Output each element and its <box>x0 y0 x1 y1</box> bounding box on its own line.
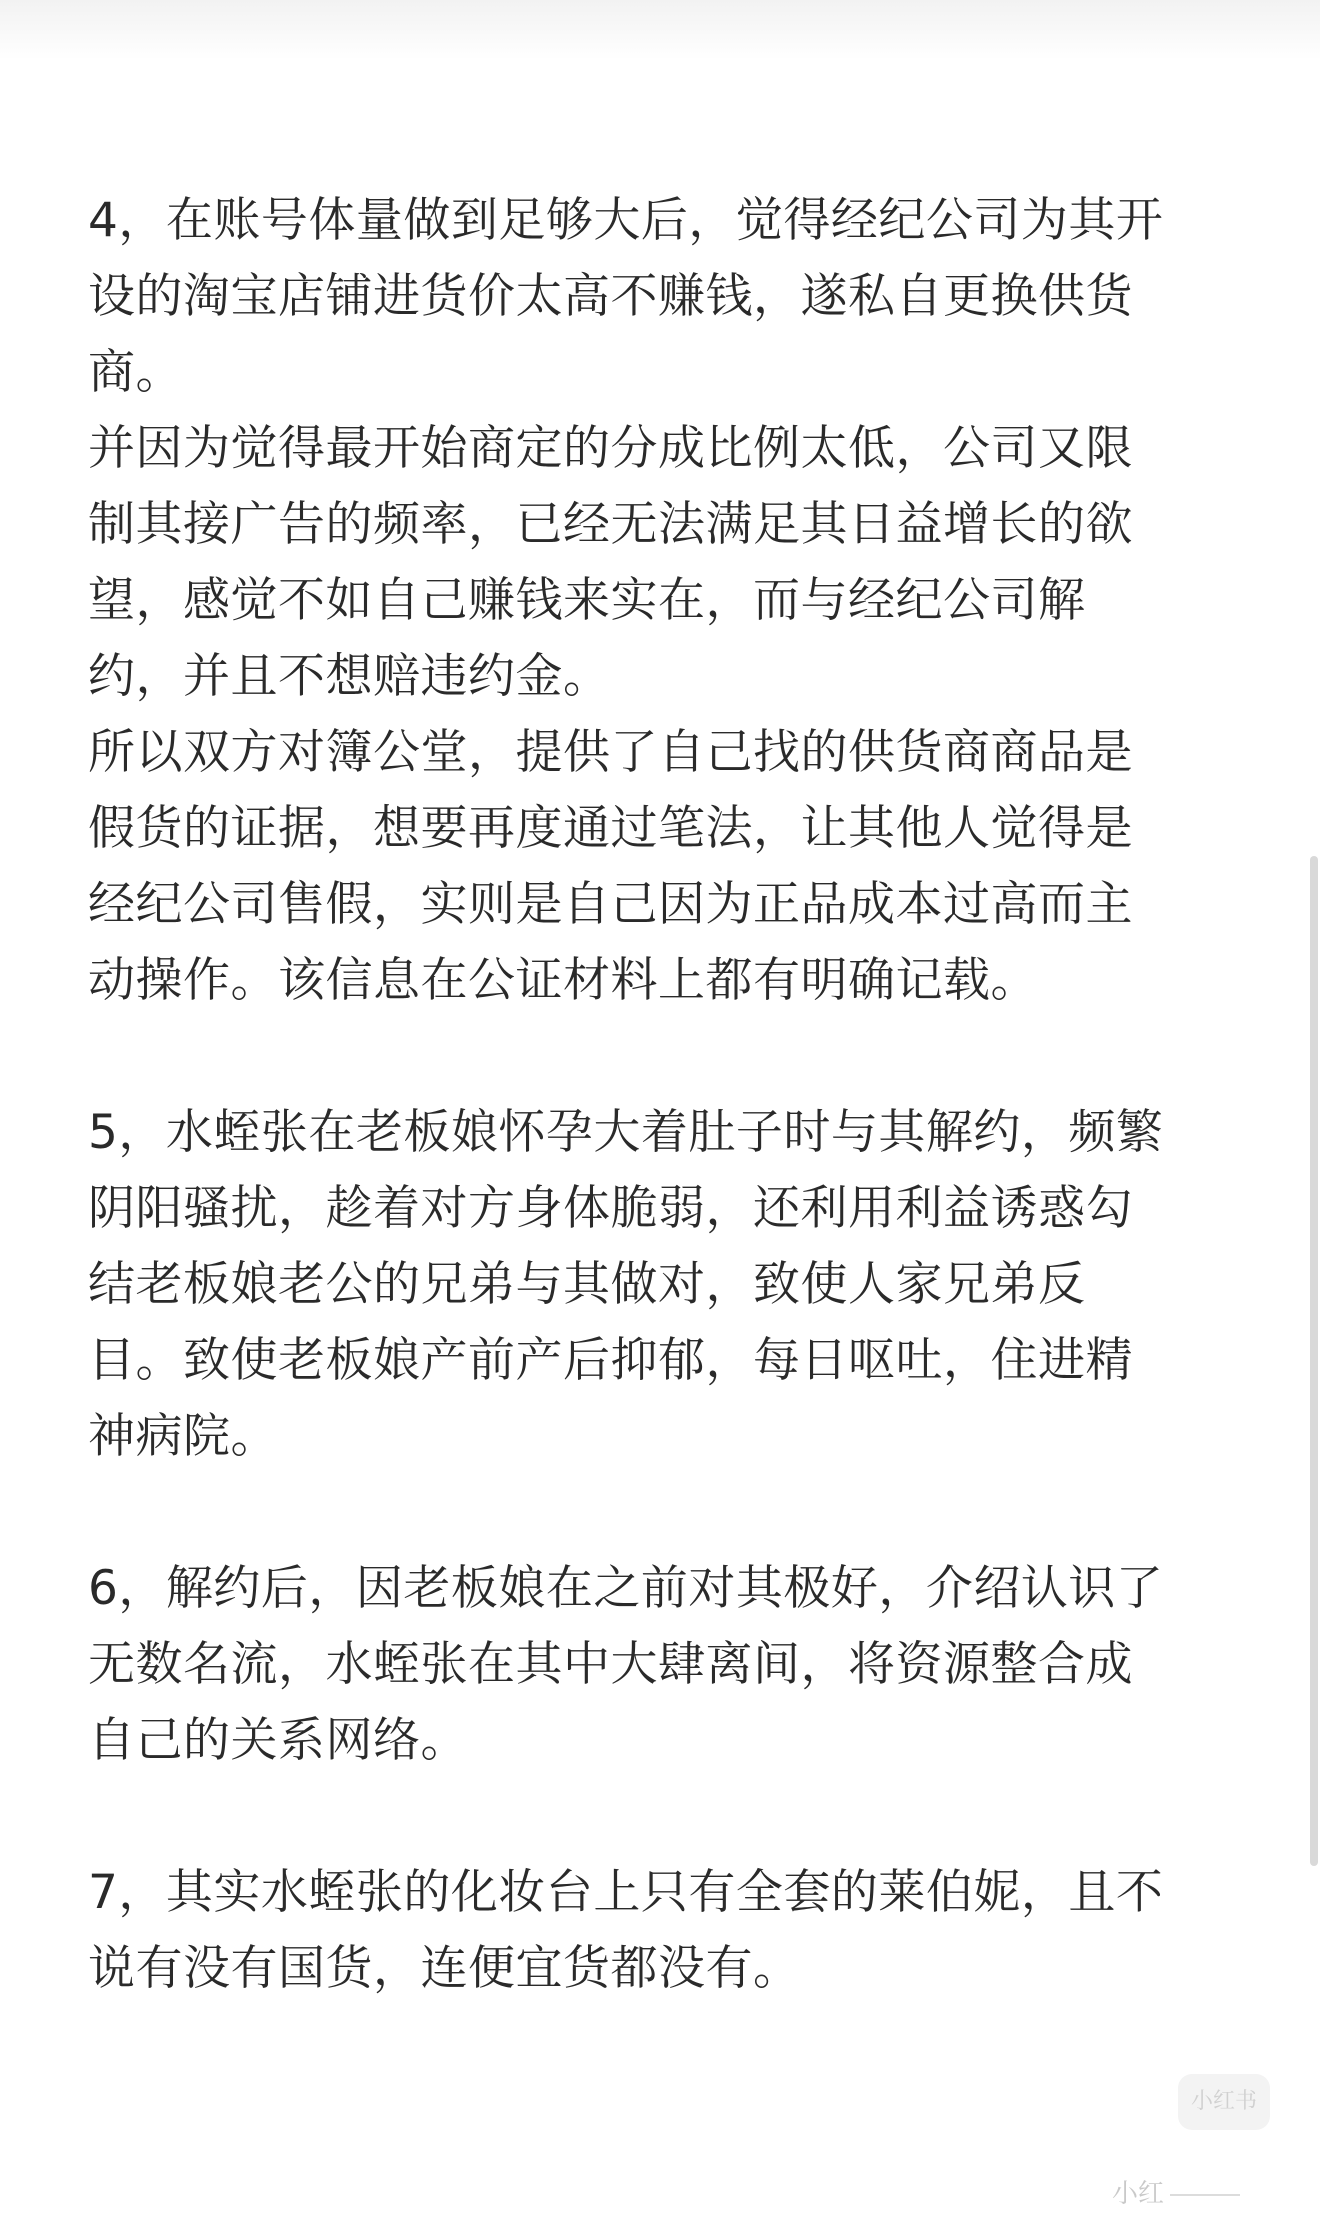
text-line: 制其接广告的频率，已经无法满足其日益增长的欲 <box>88 497 1133 552</box>
paragraph-6 <box>88 1551 1248 1779</box>
text-line: 无数名流，水蛭张在其中大肆离间，将资源整合成 <box>88 1637 1133 1692</box>
text-line: 商。 <box>88 345 183 400</box>
text-line: 约，并且不想赔违约金。 <box>88 649 611 704</box>
text-line: 所以双方对簿公堂，提供了自己找的供货商商品是 <box>88 725 1133 780</box>
text-line: 6，解约后，因老板娘在之前对其极好，介绍认识了 <box>88 1561 1164 1616</box>
text-line: 设的淘宝店铺进货价太高不赚钱，遂私自更换供货 <box>88 269 1133 324</box>
text-line: 并因为觉得最开始商定的分成比例太低，公司又限 <box>88 421 1133 476</box>
text-line: 结老板娘老公的兄弟与其做对，致使人家兄弟反 <box>88 1257 1086 1312</box>
text-line: 望，感觉不如自己赚钱来实在，而与经纪公司解 <box>88 573 1086 628</box>
text-line: 阴阳骚扰，趁着对方身体脆弱，还利用利益诱惑勾 <box>88 1181 1133 1236</box>
paragraph-7 <box>88 1855 1248 2007</box>
paragraph-gap <box>88 1019 1248 1095</box>
text-line: 说有没有国货，连便宜货都没有。 <box>88 1941 801 1996</box>
text-line: 动操作。该信息在公证材料上都有明确记载。 <box>88 953 1038 1008</box>
article-body <box>88 183 1248 2007</box>
text-line: 4，在账号体量做到足够大后，觉得经纪公司为其开 <box>88 193 1164 248</box>
paragraph-4 <box>88 183 1248 1019</box>
paragraph-5 <box>88 1095 1248 1475</box>
top-fade <box>0 0 1320 60</box>
watermark-text: 小红 <box>1111 2179 1164 2209</box>
text-line: 目。致使老板娘产前产后抑郁，每日呕吐，住进精 <box>88 1333 1133 1388</box>
text-line: 经纪公司售假，实则是自己因为正品成本过高而主 <box>88 877 1133 932</box>
watermark <box>1112 2173 1240 2210</box>
text-line: 神病院。 <box>88 1409 278 1464</box>
watermark-line <box>1170 2194 1240 2196</box>
text-line: 自己的关系网络。 <box>88 1713 468 1768</box>
paragraph-gap <box>88 1779 1248 1855</box>
text-line: 5，水蛭张在老板娘怀孕大着肚子时与其解约，频繁 <box>88 1105 1164 1160</box>
watermark-badge: 小红书 <box>1178 2074 1270 2130</box>
text-line: 7，其实水蛭张的化妆台上只有全套的莱伯妮，且不 <box>88 1865 1164 1920</box>
scrollbar-thumb[interactable] <box>1310 856 1318 1866</box>
text-line: 假货的证据，想要再度通过笔法，让其他人觉得是 <box>88 801 1133 856</box>
paragraph-gap <box>88 1475 1248 1551</box>
scrollbar[interactable] <box>1312 0 1320 2240</box>
